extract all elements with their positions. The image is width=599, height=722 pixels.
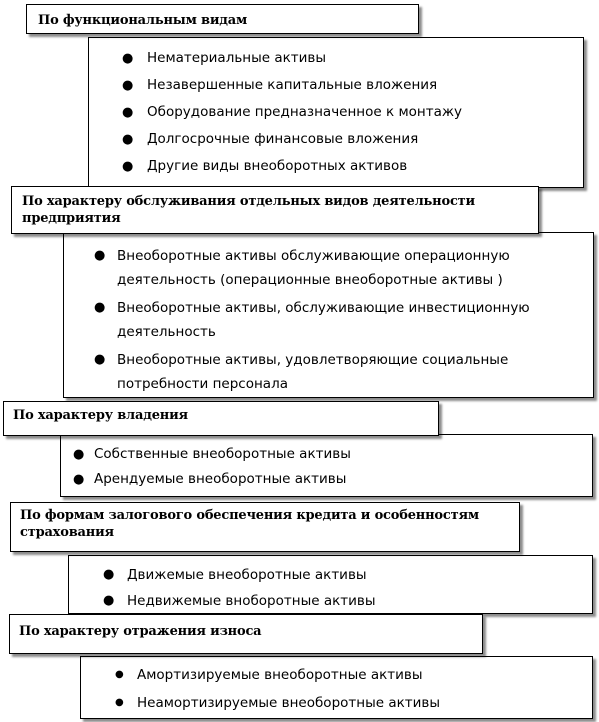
list-item: ● Долгосрочные финансовые вложения	[89, 126, 583, 153]
list-item: ● Собственные внеоборотные активы	[61, 442, 592, 467]
bullet-icon: ●	[73, 447, 85, 462]
category-header-functional-types: По функциональным видам	[26, 4, 419, 34]
bullet-icon: ●	[94, 352, 106, 367]
list-item: ● Внеоборотные активы, удовлетворяющие социальные потребности персонала	[64, 348, 593, 396]
bullet-icon: ●	[103, 567, 115, 582]
list-item: ● Внеоборотные активы, обслуживающие инвестиционную деятельность	[64, 296, 593, 344]
items-box-functional-types	[88, 37, 584, 188]
list-item: ● Неамортизируемые внеоборотные активы	[81, 689, 592, 717]
bullet-icon: ●	[103, 593, 115, 608]
category-header-ownership: По характеру владения	[3, 401, 439, 436]
bullet-icon: ●	[115, 669, 124, 680]
list-item: ● Арендуемые внеоборотные активы	[61, 467, 592, 492]
items-box-collateral-insurance	[68, 555, 593, 614]
category-header-collateral-insurance: По формам залогового обеспечения кредита и особенностям страхования	[10, 502, 520, 552]
items-box-activity-service	[63, 232, 594, 398]
list-item: ● Внеоборотные активы обслуживающие операционную деятельность (операционные внеоборотные активы )	[64, 244, 593, 292]
bullet-icon: ●	[94, 248, 106, 263]
bullet-icon: ●	[115, 697, 124, 708]
bullet-icon: ●	[94, 300, 106, 315]
bullet-icon: ●	[73, 472, 85, 487]
category-header-activity-service: По характеру обслуживания отдельных видов деятельности предприятия	[11, 186, 539, 234]
list-item: ● Недвижемые вноборотные активы	[69, 588, 592, 614]
bullet-icon: ●	[122, 51, 134, 66]
bullet-icon: ●	[122, 105, 134, 120]
bullet-icon: ●	[122, 159, 134, 174]
list-item: ● Нематериальные активы	[89, 45, 583, 72]
list-item: ● Незавершенные капитальные вложения	[89, 72, 583, 99]
list-item: ● Оборудование предназначенное к монтажу	[89, 99, 583, 126]
bullet-icon: ●	[122, 132, 134, 147]
list-item: ● Движемые внеоборотные активы	[69, 562, 592, 588]
bullet-icon: ●	[122, 78, 134, 93]
list-item: ● Амортизируемые внеоборотные активы	[81, 661, 592, 689]
items-box-depreciation	[80, 656, 593, 719]
items-box-ownership	[60, 434, 593, 497]
category-header-depreciation: По характеру отражения износа	[9, 614, 483, 654]
list-item: ● Другие виды внеоборотных активов	[89, 153, 583, 180]
